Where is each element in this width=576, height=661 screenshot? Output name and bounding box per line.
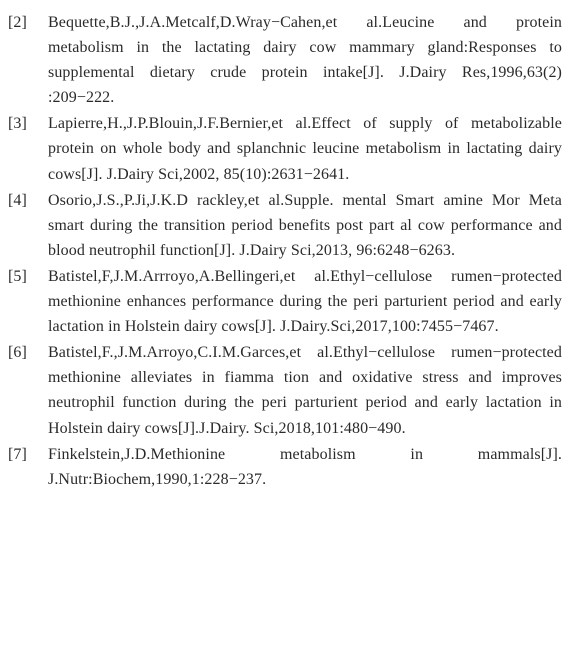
- reference-text: Osorio,J.S.,P.Ji,J.K.D rackley,et al.Supple. mental Smart amine Mor Meta smart during the transition period benefits post part al cow performance and blood neutrophil function[J]. J.Dairy Sci,2013, 96:6248−6263.: [48, 191, 562, 259]
- reference-number: [2]: [8, 14, 27, 31]
- reference-number: [5]: [8, 267, 27, 285]
- reference-item: [8, 442, 562, 492]
- reference-text: Lapierre,H.,J.P.Blouin,J.F.Bernier,et al.Effect of supply of metabolizable protein on whole body and splanchnic leucine metabolism in lactating dairy cows[J]. J.Dairy Sci,2002, 85(10):2631−2641.: [48, 115, 562, 183]
- reference-item: [8, 264, 562, 339]
- reference-item: [8, 340, 562, 440]
- reference-number: [6]: [8, 344, 27, 362]
- reference-text: Batistel,F,J.M.Arrroyo,A.Bellingeri,et al.Ethyl−cellulose rumen−protected methionine enhances performance during the peri parturient period and early lactation in Holstein dairy cows[J]. J.Dairy.Sci,2017,100:7455−7467.: [48, 267, 562, 336]
- reference-text: Finkelstein,J.D.Methionine metabolism in mammals[J]. J.Nutr:Biochem,1990,1:228−237.: [48, 445, 562, 488]
- reference-item: [8, 188, 562, 263]
- reference-text: Batistel,F.,J.M.Arroyo,C.I.M.Garces,et al.Ethyl−cellulose rumen−protected methionine alleviates in fiamma tion and oxidative stress and improves neutrophil function during the peri parturient period and early lactation in Holstein dairy cows[J].J.Dairy. Sci,2018,101:480−490.: [48, 344, 562, 437]
- reference-item: [8, 10, 562, 110]
- reference-number: [7]: [8, 445, 27, 463]
- reference-number: [4]: [8, 191, 27, 209]
- reference-item: [8, 111, 562, 186]
- reference-number: [3]: [8, 115, 27, 133]
- reference-text: Bequette,B.J.,J.A.Metcalf,D.Wray−Cahen,et al.Leucine and protein metabolism in the lactating dairy cow mammary gland:Responses to supplemental dietary crude protein intake[J]. J.Dairy Res,1996,63(2) :209−222.: [48, 14, 562, 107]
